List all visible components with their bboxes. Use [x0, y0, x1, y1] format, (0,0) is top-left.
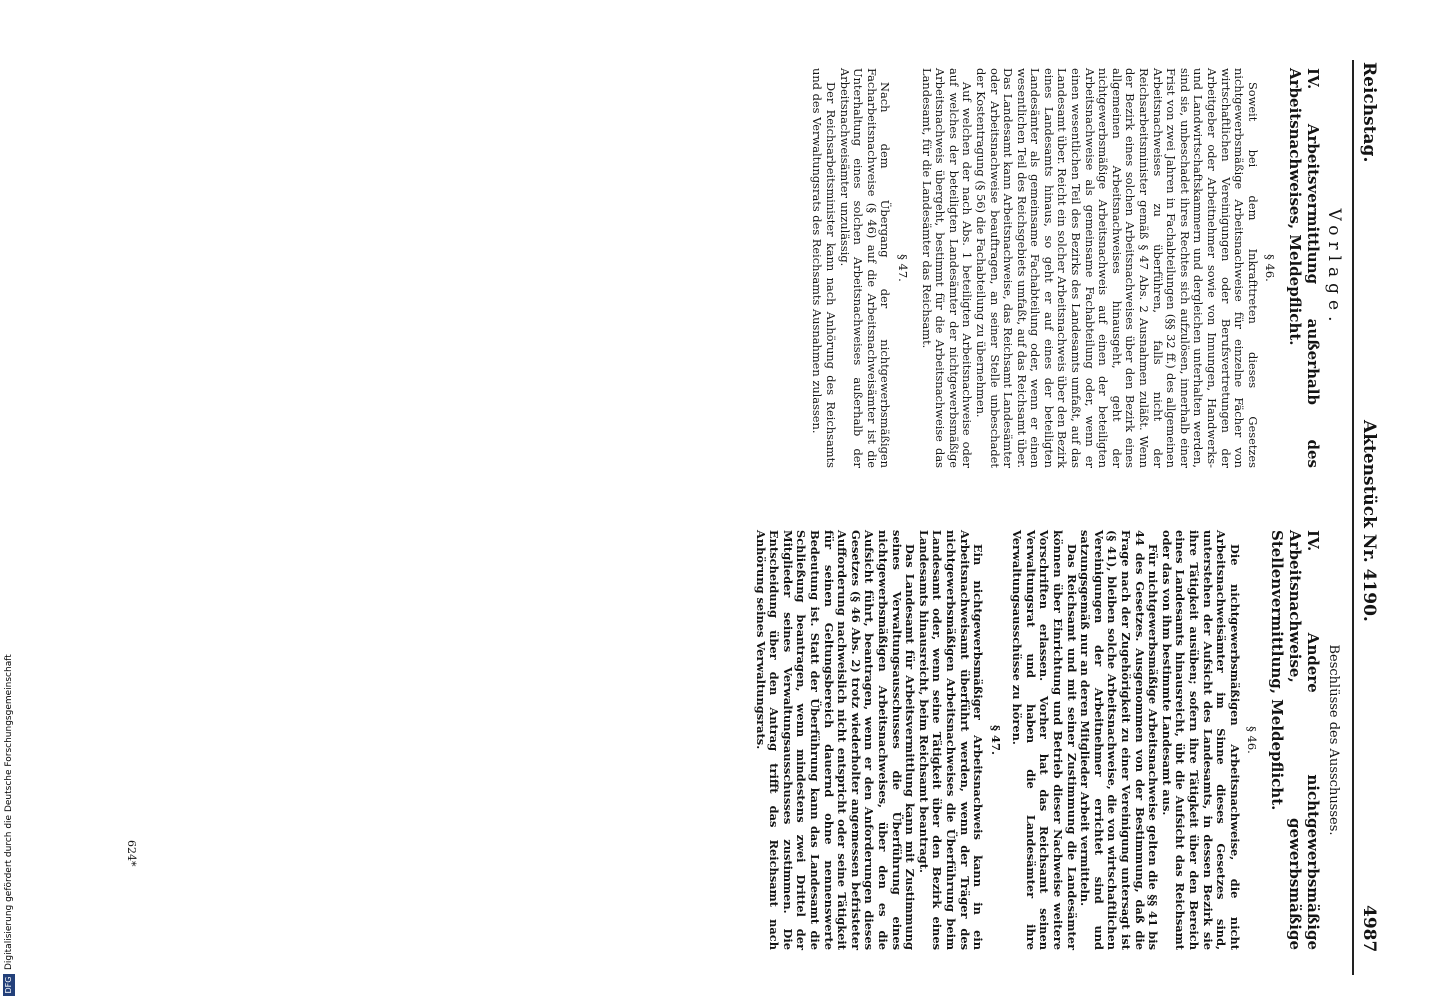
left-section-title: IV. Arbeitsvermittlung außerhalb des Arbeitsnachweises, Meldepflicht.	[1286, 68, 1323, 468]
right-column	[753, 530, 1342, 950]
credit-text: Digitalisierung gefördert durch die Deutsche Forschungsgemeinschaft	[4, 654, 14, 970]
right-sec46-label: § 46.	[1245, 726, 1260, 754]
left-column-heading: Vorlage.	[1324, 208, 1344, 328]
credit-line	[0, 0, 18, 996]
right-sec46-paragraph-1: Die nichtgewerbsmäßigen Arbeitsnachweise, die nicht Arbeitsnachweisämter im Sinne dieses Gesetzes sind, unterstehen der Aufsicht des Landesamts, in dessen Bezirk sie ihre Tätigkeit ausüben; sofern ihre Tätigkeit über den Bereich eines Landesamts hinausreicht, übt die Aufsicht das Reichsamt oder das von ihm bestimmte Landesamt aus.	[1159, 530, 1242, 950]
header-aktenstueck: Aktenstück Nr. 4190.	[1359, 420, 1379, 622]
left-sec47-paragraph-1: Nach dem Übergang der nichtgewerbsmäßigen Facharbeitsnachweise (§ 46) auf die Arbeitsnachweisämter ist die Unterhaltung eines solchen Arbeitsnachweises außerhalb der Arbeitsnachweisämter unzulässig.	[837, 68, 893, 468]
right-sec47-paragraph-1: Ein nichtgewerbsmäßiger Arbeitsnachweis kann in ein Arbeitsnachweisamt überführt werden, wenn der Träger des nichtgewerbsmäßigen Arbeitsnachweises die Überführung beim Landesamt oder, wenn seine Tätigkeit über den Bezirk eines Landesamts hinausreicht, beim Reichsamt beantragt.	[916, 530, 986, 950]
left-sec46-paragraph-1: Soweit bei dem Inkrafttreten dieses Gesetzes nichtgewerbsmäßige Arbeitsnachweise für einzelne Fächer von wirtschaftlichen Vereinigungen oder Berufsvertretungen der Arbeitgeber oder Arbeitnehmer sowie von Innungen, Handwerks- und Landwirtschaftskammern und dergleichen unterhalten werden, sind sie, unbeschadet ihres Rechtes sich aufzulösen, innerhalb einer Frist von zwei Jahren in Fachabteilungen (§§ 32 ff.) des allgemeinen Arbeitsnachweises zu überführen, falls nicht der Reichsarbeitsminister gemäß § 47 Abs. 2 Ausnahmen zuläßt. Wenn der Bezirk eines solchen Arbeitsnachweises über den Bezirk eines allgemeinen Arbeitsnachweises hinausgeht, geht der nichtgewerbsmäßige Arbeitsnachweis auf einen der beteiligten Arbeitsnachweise als gemeinsame Fachabteilung oder, wenn er einen wesentlichen Teil des Bezirks des Landesamts umfaßt, auf das Landesamt über. Reicht ein solcher Arbeitsnachweis über den Bezirk eines Landesamts hinaus, so geht er auf eines der beteiligten Landesämter als gemeinsame Fachabteilung oder, wenn er einen wesentlichen Teil des Reichsgebiets umfaßt, auf das Reichsamt über. Das Landesamt kann Arbeitsnachweise, das Reichsamt Landesämter oder Arbeitsnachweise beauftragen, an seiner Stelle unbeschadet der Kostentragung (§ 56) die Fachabteilung zu übernehmen.	[973, 68, 1260, 468]
left-sec47-label: § 47.	[895, 254, 910, 282]
left-column	[810, 68, 1342, 468]
dfg-logo-icon: DFG	[3, 974, 15, 996]
right-column-heading: Beschlüsse des Ausschusses.	[1326, 644, 1341, 836]
right-sec47-paragraph-2: Das Landesamt für Arbeitsvermittlung kann mit Zustimmung seines Verwaltungsausschusses die Überführung eines nichtgewerbsmäßigen Arbeitsnachweises, über den es die Aufsicht führt, beantragen, wenn er den Anforderungen dieses Gesetzes (§ 46 Abs. 2) trotz wiederholter angemessen befristeter Aufforderung nachweislich nicht entspricht oder seine Tätigkeit für seinen Geltungsbereich dauernd ohne nennenswerte Bedeutung ist. Statt der Überführung kann das Landesamt die Schließung beantragen, wenn mindestens zwei Drittel der Mitglieder seines Verwaltungsausschusses zustimmen. Die Entscheidung über den Antrag trifft das Reichsamt nach Anhörung seines Verwaltungsrats.	[753, 530, 918, 950]
left-sec47-paragraph-2: Der Reichsarbeitsminister kann nach Anhörung des Reichsamts und des Verwaltungsrats des Reichsamts Ausnahmen zulassen.	[810, 68, 838, 468]
right-sec46-paragraph-3: Das Reichsamt und mit seiner Zustimmung die Landesämter können über Einrichtung und Betrieb dieser Nachweise weitere Vorschriften erlassen. Vorher hat das Reichsamt seinen Verwaltungsrat und haben die Landesämter ihre Verwaltungsausschüsse zu hören.	[1010, 530, 1079, 950]
left-sec46-paragraph-2: Auf welchen der nach Abs. 1 beteiligten Arbeitsnachweise oder auf welches der beteiligten Landesämter der nichtgewerbsmäßige Arbeitsnachweis übergeht, bestimmt für die Arbeitsnachweise das Landesamt, für die Landesämter das Reichsamt.	[919, 68, 975, 468]
right-sec46-paragraph-2: Für nichtgewerbsmäßige Arbeitsnachweise gelten die §§ 41 bis 44 des Gesetzes. Ausgenommen von der Bestimmung, daß die Frage nach der Zugehörigkeit zu einer Vereinigung untersagt ist (§ 41), bleiben solche Arbeitsnachweise, die von wirtschaftlichen Vereinigungen der Arbeitnehmer errichtet sind und satzungsgemäß nur an deren Mitglieder Arbeit vermitteln.	[1078, 530, 1161, 950]
header-rule	[1352, 60, 1354, 975]
header-reichstag: Reichstag.	[1359, 62, 1379, 163]
page-code: 624*	[125, 840, 138, 867]
left-sec46-label: § 46.	[1263, 254, 1278, 282]
header-page-number: 4987	[1359, 905, 1379, 953]
right-sec47-label: § 47.	[988, 724, 1003, 756]
right-section-title: IV. Andere nichtgewerbsmäßige Arbeitsnachweise, gewerbsmäßige Stellenvermittlung, Meldepflicht.	[1268, 530, 1323, 950]
credit-strip	[0, 0, 18, 1000]
